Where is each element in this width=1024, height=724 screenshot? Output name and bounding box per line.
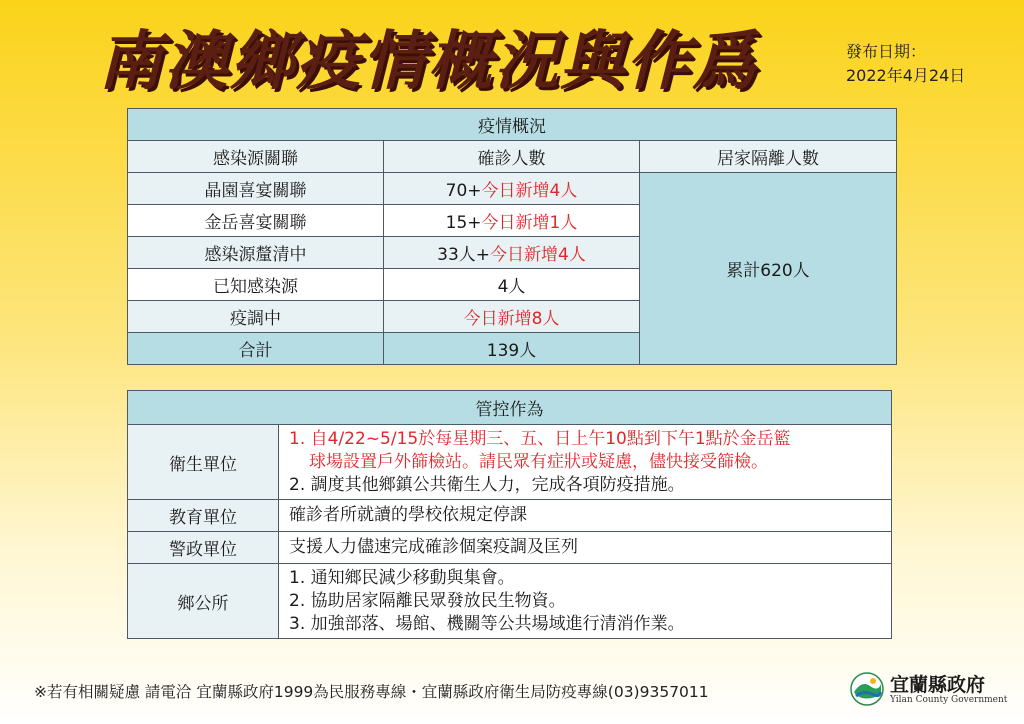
overview-title: 疫情概況	[128, 109, 897, 141]
row-source: 晶園喜宴關聯	[128, 173, 384, 205]
today-new: 今日新增4人	[490, 245, 586, 265]
police-label: 警政單位	[128, 532, 279, 564]
police-text: 支援人力儘速完成確診個案疫調及匡列	[279, 532, 892, 564]
overview-table	[127, 108, 897, 365]
col-header-source: 感染源關聯	[128, 141, 384, 173]
col-header-count: 確診人數	[384, 141, 640, 173]
row-count	[384, 205, 640, 237]
publish-date-value: 2022年4月24日	[846, 66, 966, 85]
control-row-township	[128, 564, 892, 639]
control-row-education	[128, 500, 892, 532]
logo-text-zh: 宜蘭縣政府	[890, 674, 986, 696]
education-label: 教育單位	[128, 500, 279, 532]
yilan-emblem-icon	[850, 672, 884, 706]
publish-date-label: 發布日期：	[846, 42, 927, 61]
yilan-logo	[850, 670, 1008, 710]
control-row-police	[128, 532, 892, 564]
health-item-2: 2. 調度其他鄉鎮公共衛生人力，完成各項防疫措施。	[289, 474, 685, 495]
today-new: 今日新增4人	[481, 181, 578, 201]
township-item: 3. 加強部落、場館、機關等公共場域進行清消作業。	[289, 613, 685, 634]
control-row-health	[128, 425, 892, 500]
row-source: 疫調中	[128, 301, 384, 333]
table-row	[128, 173, 897, 205]
count-value: 33人+	[437, 245, 491, 265]
publish-date	[846, 40, 996, 88]
township-item: 1. 通知鄉民減少移動與集會。	[289, 567, 515, 588]
row-source: 已知感染源	[128, 269, 384, 301]
today-new: 今日新增1人	[481, 213, 578, 233]
row-count	[384, 301, 640, 333]
health-text	[279, 425, 892, 500]
footer-contact: ※若有相關疑慮 請電洽 宜蘭縣政府1999為民服務專線・宜蘭縣政府衛生局防疫專線(03)9357011	[34, 683, 709, 701]
health-item-1b: 球場設置戶外篩檢站。請民眾有症狀或疑慮，儘快接受篩檢。	[309, 451, 768, 472]
control-table	[127, 390, 892, 639]
count-value: 15+	[445, 213, 482, 233]
township-label: 鄉公所	[128, 564, 279, 639]
page-title: 南澳鄉疫情概況與作爲	[98, 25, 758, 99]
control-title: 管控作為	[128, 391, 892, 425]
col-header-quarantine: 居家隔離人數	[640, 141, 897, 173]
education-text: 確診者所就讀的學校依規定停課	[279, 500, 892, 532]
health-label: 衛生單位	[128, 425, 279, 500]
township-text	[279, 564, 892, 639]
total-value: 139人	[384, 333, 640, 365]
health-item-1a: 1. 自4/22~5/15於每星期三、五、日上午10點到下午1點於金岳籃	[289, 428, 791, 449]
count-value: 70+	[445, 181, 482, 201]
row-source: 感染源釐清中	[128, 237, 384, 269]
row-count	[384, 237, 640, 269]
township-item: 2. 協助居家隔離民眾發放民生物資。	[289, 590, 566, 611]
row-source: 金岳喜宴關聯	[128, 205, 384, 237]
total-label: 合計	[128, 333, 384, 365]
row-count	[384, 173, 640, 205]
today-new: 今日新增8人	[463, 309, 560, 329]
logo-text-en: Yilan County Government	[890, 695, 1008, 705]
count-value: 4人	[497, 277, 526, 297]
row-count	[384, 269, 640, 301]
quarantine-total: 累計620人	[640, 173, 897, 365]
